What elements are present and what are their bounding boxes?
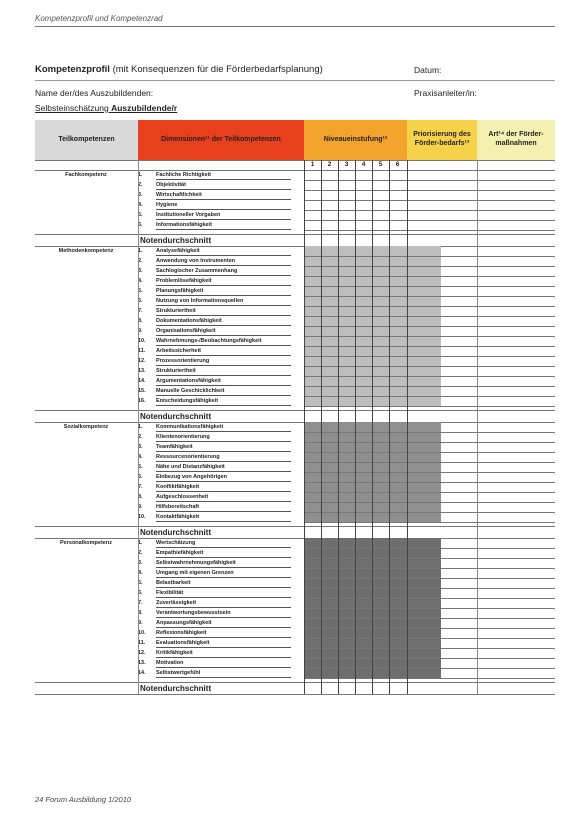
dimension-label: Nutzung von Informationsquellen [156,298,244,304]
column-line [355,160,356,694]
divider [35,80,555,81]
scale-number: 2 [327,161,332,168]
category-label: Methodenkompetenz [58,248,114,254]
item-number: 1. [138,248,143,254]
item-number: 9. [138,328,143,334]
item-number: 13. [138,660,146,666]
dimension-label: Argumentationsfähigkeit [156,378,221,384]
column-line [138,160,139,694]
kompetenz-table [35,120,555,750]
item-number: 11. [138,348,146,354]
header-niveau: Niveaueinstufung¹² [304,120,407,160]
dimension-label: Aufgeschlossenheit [156,494,209,500]
dimension-label: Manuelle Geschicklichkeit [156,388,225,394]
notendurchschnitt-label: Notendurchschnitt [140,528,212,537]
selbst-bold: Auszubildende/r [111,103,178,113]
notendurchschnitt-label: Notendurchschnitt [140,236,212,245]
dimension-label: Selbstwahrnehmungsfähigkeit [156,560,236,566]
notendurchschnitt-label: Notendurchschnitt [140,412,212,421]
item-number: 6. [138,590,143,596]
dimension-label: Teamfähigkeit [156,444,193,450]
item-number: 7. [138,600,143,606]
item-number: 6. [138,298,143,304]
dimension-label: Problemlösefähigkeit [156,278,212,284]
scale-number: 4 [361,161,366,168]
dimension-label: Hygiene [156,202,178,208]
dimension-label: Flexibilität [156,590,184,596]
item-number: 5. [138,212,143,218]
item-number: 11. [138,640,146,646]
dimension-label: Institutioneller Vorgaben [156,212,221,218]
item-number: 2. [138,182,143,188]
datum-label: Datum: [414,65,442,75]
item-number: 3. [138,444,143,450]
scale-number: 5 [378,161,383,168]
item-number: 2. [138,434,143,440]
title-bold: Kompetenzprofil [35,64,110,75]
row-line [35,694,555,695]
selbst-plain: Selbsteinschätzung [35,103,112,113]
item-number: 7. [138,484,143,490]
dimension-label: Kommunikationsfähigkeit [156,424,224,430]
column-line [407,160,408,694]
column-line [372,160,373,694]
dimension-label: Klientenorientierung [156,434,210,440]
dimension-label: Prozessorientierung [156,358,210,364]
dimension-label: Sachlogischer Zusammenhang [156,268,238,274]
dimension-label: Verantwortungsbewusstsein [156,610,231,616]
item-number: 4. [138,570,143,576]
dimension-label: Nähe und Distanzfähigkeit [156,464,225,470]
item-number: 5. [138,288,143,294]
item-number: 2. [138,550,143,556]
item-number: 12. [138,358,146,364]
row-line [304,406,555,407]
dimension-label: Umgang mit eigenen Grenzen [156,570,234,576]
column-line [389,160,390,694]
row-line [304,522,555,523]
dimension-label: Wertschätzung [156,540,196,546]
running-head: Kompetenzprofil und Kompetenzrad [35,14,163,23]
dimension-label: Kritikfähigkeit [156,650,193,656]
category-label: Sozialkompetenz [63,424,109,430]
item-number: 15. [138,388,146,394]
column-line [338,160,339,694]
dimension-label: Arbeitssicherheit [156,348,201,354]
item-number: 5. [138,580,143,586]
item-number: 8. [138,610,143,616]
dimension-label: Dokumentationsfähigkeit [156,318,222,324]
item-number: 12. [138,650,146,656]
dimension-label: Konfliktfähigkeit [156,484,200,490]
scale-number: 6 [395,161,400,168]
dimension-label: Ressourcenorientierung [156,454,220,460]
item-number: 3. [138,192,143,198]
column-line [304,160,305,694]
item-number: 4. [138,202,143,208]
item-number: 13. [138,368,146,374]
header-art: Art¹⁴ der Förder-maßnahmen [477,120,555,160]
dimension-label: Belastbarkeit [156,580,191,586]
dimension-label: Evaluationsfähigkeit [156,640,210,646]
item-number: 2. [138,258,143,264]
item-number: 1. [138,424,143,430]
item-number: 3. [138,560,143,566]
header-dimensionen: Dimensionen¹¹ der Teilkompetenzen [138,120,304,160]
dimension-label: Reflexionsfähigkeit [156,630,207,636]
item-number: 16. [138,398,146,404]
top-rule [35,26,555,27]
item-number: 7. [138,308,143,314]
dimension-label: Strukturiertheit [156,308,196,314]
title-rest: (mit Konsequenzen für die Förderbedarfsplanung) [109,64,323,75]
dimension-label: Zuverlässigkeit [156,600,197,606]
scale-number: 3 [344,161,349,168]
item-number: 6. [138,222,143,228]
item-number: 10. [138,630,146,636]
dimension-label: Selbstwertgefühl [156,670,201,676]
dimension-label: Wahrnehmungs-/Beobachtungsfähigkeit [156,338,262,344]
item-number: 8. [138,494,143,500]
dimension-label: Organisationsfähigkeit [156,328,216,334]
dimension-label: Empathiefähigkeit [156,550,204,556]
dimension-label: Objektivität [156,182,186,188]
item-number: 5. [138,464,143,470]
dimension-label: Wirtschaftlichkeit [156,192,202,198]
item-number: 8. [138,318,143,324]
dimension-label: Hilfsbereitschaft [156,504,200,510]
item-number: 1. [138,540,143,546]
underline [156,405,291,406]
page-title [35,64,323,75]
dimension-label: Analysefähigkeit [156,248,200,254]
notendurchschnitt-label: Notendurchschnitt [140,684,212,693]
item-number: 3. [138,268,143,274]
category-label: Fachkompetenz [65,172,107,178]
underline [156,521,291,522]
dimension-label: Entscheidungsfähigkeit [156,398,219,404]
dimension-label: Anpassungsfähigkeit [156,620,212,626]
item-number: 9. [138,504,143,510]
column-line [477,160,478,694]
dimension-label: Anwendung von Instrumenten [156,258,236,264]
column-line [321,160,322,694]
dimension-label: Strukturiertheit [156,368,196,374]
name-label: Name der/des Auszubildenden: [35,88,154,98]
header-teilkompetenzen: Teilkompetenzen [35,120,138,160]
row-line [304,678,555,679]
dimension-label: Kontaktfähigkeit [156,514,200,520]
scale-number: 1 [310,161,315,168]
underline [156,677,291,678]
item-number: 10. [138,514,146,520]
dimension-label: Informationsfähigkeit [156,222,212,228]
dimension-label: Motivation [156,660,184,666]
dimension-label: Einbezug von Angehörigen [156,474,227,480]
dimension-label: Planungsfähigkeit [156,288,204,294]
item-number: 1. [138,172,143,178]
item-number: 4. [138,454,143,460]
item-number: 6. [138,474,143,480]
underline [156,229,291,230]
item-number: 14. [138,670,146,676]
page-footer: 24 Forum Ausbildung 1/2010 [35,795,132,804]
item-number: 4. [138,278,143,284]
category-label: Personalkompetenz [60,540,112,546]
item-number: 10. [138,338,146,344]
selbsteinschaetzung-label [35,103,177,113]
dimension-label: Fachliche Richtigkeit [156,172,212,178]
header-priorisierung: Priorisierung des Förder-bedarfs¹³ [407,120,477,160]
item-number: 14. [138,378,146,384]
praxis-label: Praxisanleiter/in: [414,88,477,98]
row-line [304,230,555,231]
item-number: 9. [138,620,143,626]
